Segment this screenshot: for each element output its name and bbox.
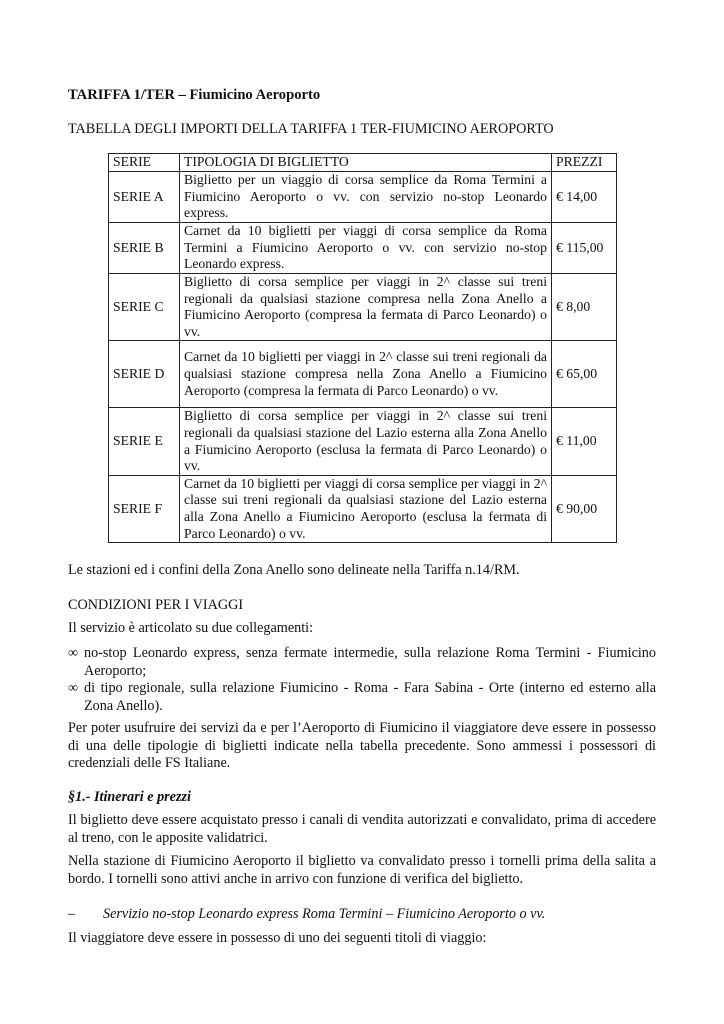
table-header-row — [109, 154, 617, 172]
table-caption: TABELLA DEGLI IMPORTI DELLA TARIFFA 1 TER-FIUMICINO AEROPORTO — [68, 121, 554, 137]
serie-cell: SERIE B — [109, 223, 180, 274]
paragraph-possesso: Per poter usufruire dei servizi da e per l’Aeroporto di Fiumicino il viaggiatore deve essere in possesso di una delle tipologie di biglietti indicate nella tabella precedente. Sono ammessi i possessori di credenziali delle FS Italiane. — [68, 720, 656, 771]
serie-cell: SERIE D — [109, 341, 180, 408]
document-title: TARIFFA 1/TER – Fiumicino Aeroporto — [68, 87, 321, 103]
service-line-text: Servizio no-stop Leonardo express Roma Termini – Fiumicino Aeroporto o vv. — [103, 906, 546, 922]
description-cell: Biglietto di corsa semplice per viaggi in 2^ classe sui treni regionali da qualsiasi stazione del Lazio esterna alla Zona Anello a Fiumicino Aeroporto (esclusa la fermata di Parco Leonardo) o vv. — [180, 408, 552, 475]
table-row — [109, 172, 617, 223]
section-heading: §1.- Itinerari e prezzi — [68, 789, 191, 805]
header-tipologia: TIPOLOGIA DI BIGLIETTO — [180, 154, 552, 172]
paragraph-acquisto: Il biglietto deve essere acquistato presso i canali di vendita autorizzati e convalidato, prima di accedere al treno, con le apposite validatrici. — [68, 812, 656, 846]
table-row — [109, 223, 617, 274]
header-prezzi: PREZZI — [552, 154, 617, 172]
serie-cell: SERIE E — [109, 408, 180, 475]
list-item-text: di tipo regionale, sulla relazione Fiumicino - Roma - Fara Sabina - Orte (interno ed esterno alla Zona Anello). — [84, 680, 656, 714]
zona-anello-note: Le stazioni ed i confini della Zona Anello sono delineate nella Tariffa n.14/RM. — [68, 562, 520, 578]
table-row — [109, 341, 617, 408]
price-cell: € 11,00 — [552, 408, 617, 475]
list-item — [68, 645, 656, 680]
serie-cell: SERIE A — [109, 172, 180, 223]
serie-cell: SERIE F — [109, 475, 180, 542]
service-intro: Il servizio è articolato su due collegamenti: — [68, 620, 314, 636]
price-cell: € 8,00 — [552, 274, 617, 341]
serie-cell: SERIE C — [109, 274, 180, 341]
table-row — [109, 408, 617, 475]
description-cell: Biglietto di corsa semplice per viaggi in 2^ classe sui treni regionali da qualsiasi stazione compresa nella Zona Anello a Fiumicino Aeroporto (compresa la fermata di Parco Leonardo) o vv. — [180, 274, 552, 341]
tariff-table — [108, 153, 617, 543]
conditions-heading: CONDIZIONI PER I VIAGGI — [68, 597, 244, 613]
list-item — [68, 680, 656, 715]
description-cell: Carnet da 10 biglietti per viaggi di corsa semplice per viaggi in 2^ classe sui treni regionali da qualsiasi stazione del Lazio esterna alla Zona Anello a Fiumicino Aeroporto (esclusa la fermata di Parco Leonardo) o vv. — [180, 475, 552, 542]
infinity-bullet-icon: ∞ — [68, 645, 79, 661]
description-cell: Carnet da 10 biglietti per viaggi di corsa semplice da Roma Termini a Fiumicino Aeroporto o vv. con servizio no-stop Leonardo express. — [180, 223, 552, 274]
price-cell: € 115,00 — [552, 223, 617, 274]
paragraph-titoli: Il viaggiatore deve essere in possesso di uno dei seguenti titoli di viaggio: — [68, 930, 487, 946]
description-cell: Carnet da 10 biglietti per viaggi in 2^ classe sui treni regionali da qualsiasi stazione compresa nella Zona Anello a Fiumicino Aeroporto (compresa la fermata di Parco Leonardo) o vv. — [180, 341, 552, 408]
price-cell: € 90,00 — [552, 475, 617, 542]
list-item-text: no-stop Leonardo express, senza fermate intermedie, sulla relazione Roma Termini - Fiumicino Aeroporto; — [84, 645, 656, 679]
price-cell: € 65,00 — [552, 341, 617, 408]
infinity-bullet-icon: ∞ — [68, 680, 79, 696]
service-line — [68, 906, 656, 924]
paragraph-tornelli: Nella stazione di Fiumicino Aeroporto il biglietto va convalidato presso i tornelli prima della salita a bordo. I tornelli sono attivi anche in arrivo con funzione di verifica del biglietto. — [68, 853, 656, 887]
dash-bullet-icon: – — [68, 906, 76, 922]
header-serie: SERIE — [109, 154, 180, 172]
description-cell: Biglietto per un viaggio di corsa semplice da Roma Termini a Fiumicino Aeroporto o vv. con servizio no-stop Leonardo express. — [180, 172, 552, 223]
price-cell: € 14,00 — [552, 172, 617, 223]
table-row — [109, 475, 617, 542]
table-row — [109, 274, 617, 341]
